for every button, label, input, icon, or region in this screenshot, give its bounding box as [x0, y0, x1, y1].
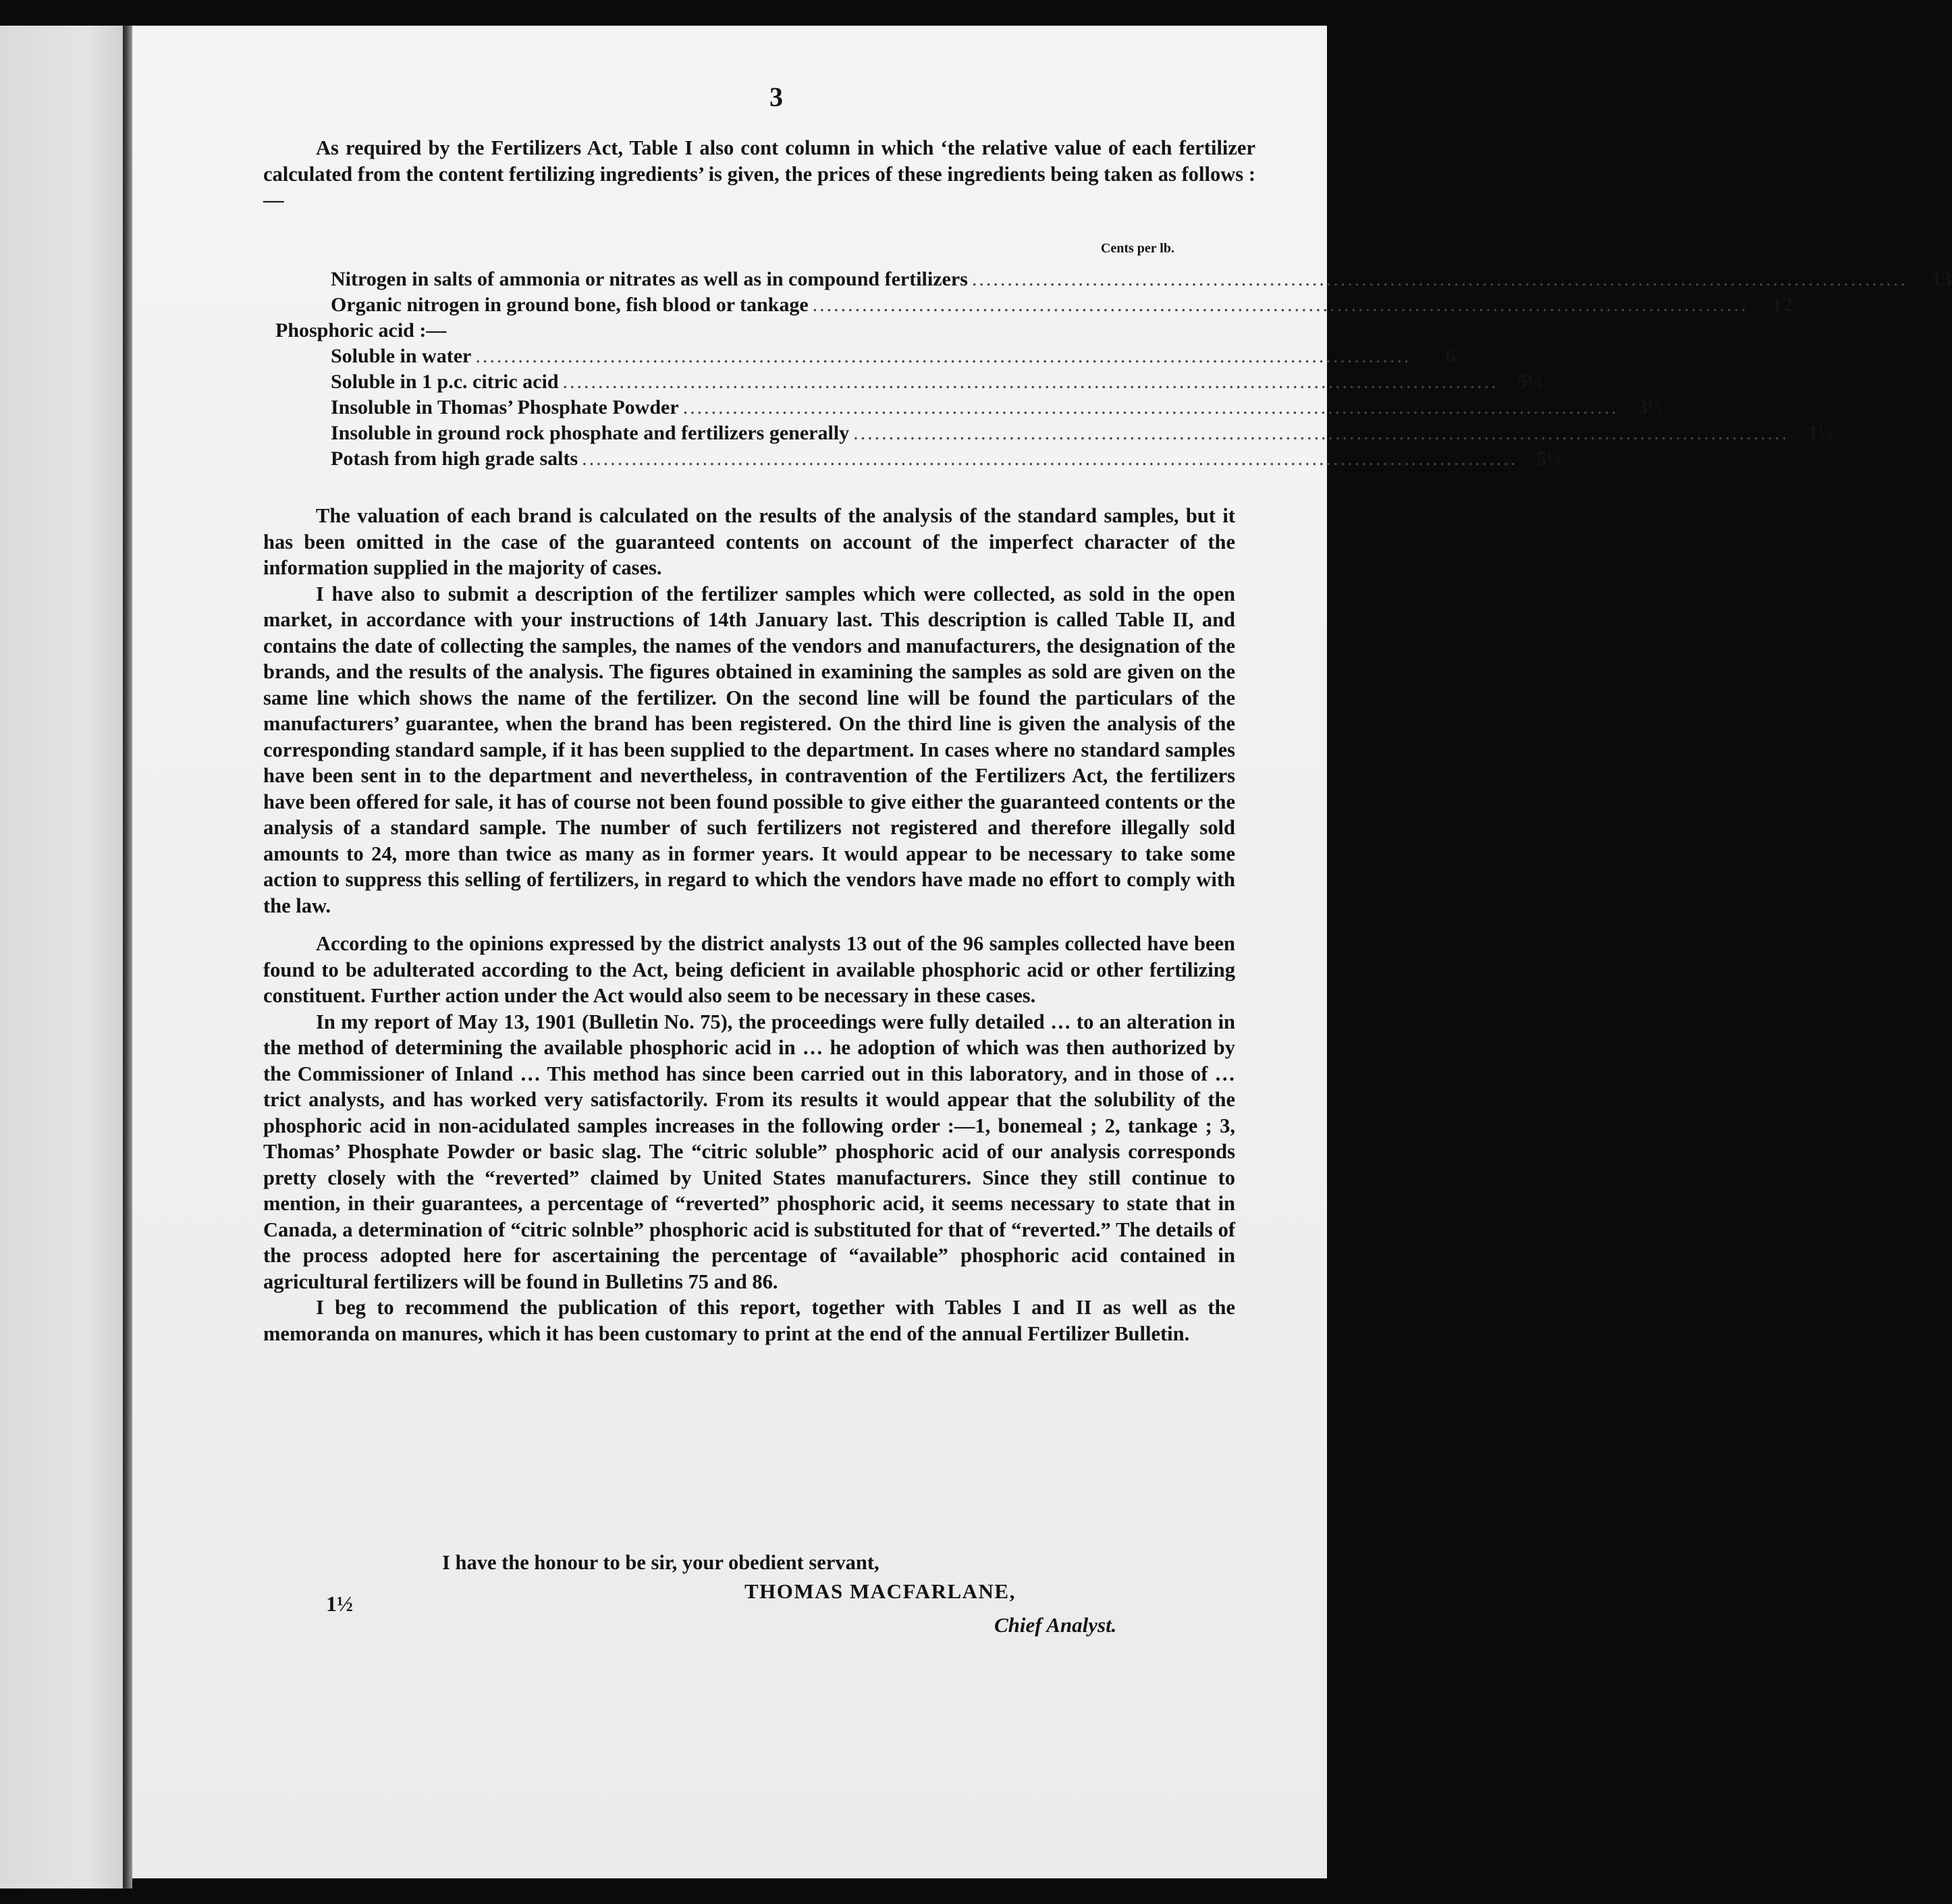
leader-dots: .................................................................................................................................... — [853, 422, 1789, 444]
price-row-value: 5½ — [1517, 371, 1543, 393]
leader-dots: .................................................................................................................................... — [475, 345, 1411, 367]
book-gutter — [123, 26, 132, 1888]
price-row-value: 3½ — [1637, 396, 1663, 418]
price-row — [331, 292, 1793, 318]
price-row-value: 13 — [1931, 268, 1952, 290]
price-row-label: Phosphoric acid :— — [275, 319, 447, 342]
leader-dots: .................................................................................................................................... — [562, 371, 1498, 393]
price-row — [331, 267, 1952, 292]
leader-dots: .................................................................................................................................... — [582, 447, 1518, 470]
price-row-value: 1½ — [1808, 422, 1834, 444]
paragraph-adulteration: According to the opinions expressed by the district analysts 13 out of the 96 samples collected have been found to be adulterated according to the Act, being deficient in available phosphoric acid or other fertilizing constituent. Further action under the Act would also seem to be necessary in these cases. — [263, 932, 1235, 1007]
leader-dots: .................................................................................................................................... — [682, 396, 1619, 418]
paragraph-description: I have also to submit a description of the fertilizer samples which were collected, as sold in the open market, in accordance with your instructions of 14th January last. This description is called Table II, and contains the date of collecting the samples, the names of the vendors and manufacturers, the designation of the brands, and the results of the analysis. The figures obtained in examining the samples as sold are given on the same line which shows the name of the fertilizer. On the second line will be found the particulars of the manufacturers’ guarantee, when the brand has been registered. On the third line is given the analysis of the corresponding standard sample, if it has been supplied to the department. In cases where no standard samples have been sent in to the department and nevertheless, in contravention of the Fertilizers Act, the fertilizers have been offered for sale, it has of course not been found possible to give either the guaranteed contents or the analysis of a standard sample. The number of such fertilizers not registered and therefore illegally sold amounts to 24, more than twice as many as in former years. It would appear to be necessary to take some action to suppress this selling of fertilizers, in regard to which the vendors have made no effort to comply with the law. — [263, 582, 1235, 917]
signature-title: Chief Analyst. — [994, 1613, 1117, 1637]
leader-dots: .................................................................................................................................... — [812, 294, 1748, 316]
price-row — [331, 420, 1834, 446]
price-row-label: Soluble in 1 p.c. citric acid — [331, 371, 559, 393]
page-number: 3 — [769, 82, 783, 112]
price-table — [275, 267, 1952, 472]
price-group-label — [269, 318, 1174, 344]
price-row-label: Soluble in water — [331, 345, 472, 367]
price-row — [331, 446, 1563, 472]
intro-paragraph: As required by the Fertilizers Act, Table I also cont column in which ‘the relative value of each fertilizer calculated from the content fertilizing ingredients’ is given, the prices of these ingredients being taken as follows :— — [263, 136, 1255, 211]
intro-block — [263, 135, 1255, 213]
footer-fraction: 1½ — [326, 1592, 353, 1616]
price-column-header: Cents per lb. — [1100, 241, 1174, 256]
signature-name: THOMAS MACFARLANE, — [744, 1579, 1016, 1603]
paragraph-recommendation: I beg to recommend the publication of this report, together with Tables I and II as well as the memoranda on manures, which it has been customary to print at the end of the annual Fertilizer Bulletin. — [263, 1296, 1235, 1345]
price-row — [331, 344, 1456, 369]
price-row-value: 6 — [1445, 345, 1456, 367]
price-row-label: Insoluble in ground rock phosphate and fertilizers generally — [331, 422, 850, 444]
body-text — [263, 503, 1235, 1347]
price-row-value: 5¼ — [1536, 447, 1563, 470]
closing-line: I have the honour to be sir, your obedient servant, — [442, 1551, 879, 1574]
price-row — [331, 395, 1663, 420]
price-row-label: Nitrogen in salts of ammonia or nitrates as well as in compound fertilizers — [331, 268, 968, 290]
price-row-label: Organic nitrogen in ground bone, fish blood or tankage — [331, 294, 809, 316]
leader-dots: .................................................................................................................................... — [971, 268, 1907, 290]
paragraph-valuation: The valuation of each brand is calculated on the results of the analysis of the standard samples, but it has been omitted in the case of the guaranteed contents on account of the imperfect character of the information supplied in the majority of cases. — [263, 504, 1235, 579]
price-row — [331, 369, 1543, 395]
facing-page — [0, 26, 126, 1888]
price-row-label: Potash from high grade salts — [331, 447, 578, 470]
price-row-label: Insoluble in Thomas’ Phosphate Powder — [331, 396, 679, 418]
price-row-value: 12 — [1772, 294, 1793, 316]
paragraph-method: In my report of May 13, 1901 (Bulletin No. 75), the proceedings were fully detailed … to an alteration in the method of determining the available phosphoric acid in … he adoption of which was then authorized by the Commissioner of Inland … This method has since been carried out in this laboratory, and in those of … trict analysts, and has worked very satisfactorily. From its results it would appear that the solubility of the phosphoric acid in non-acidulated samples increases in the following order :—1, bonemeal ; 2, tankage ; 3, Thomas’ Phosphate Powder or basic slag. The “citric soluble” phosphoric acid of our analysis corresponds pretty closely with the “reverted” claimed by United States manufacturers. Since they still continue to mention, in their guarantees, a percentage of “reverted” phosphoric acid, it seems necessary to state that in Canada, a determination of “citric solnble” phosphoric acid is substituted for that of “reverted.” The details of the process adopted here for ascertaining the percentage of “available” phosphoric acid contained in agricultural fertilizers will be found in Bulletins 75 and 86. — [263, 1010, 1235, 1293]
